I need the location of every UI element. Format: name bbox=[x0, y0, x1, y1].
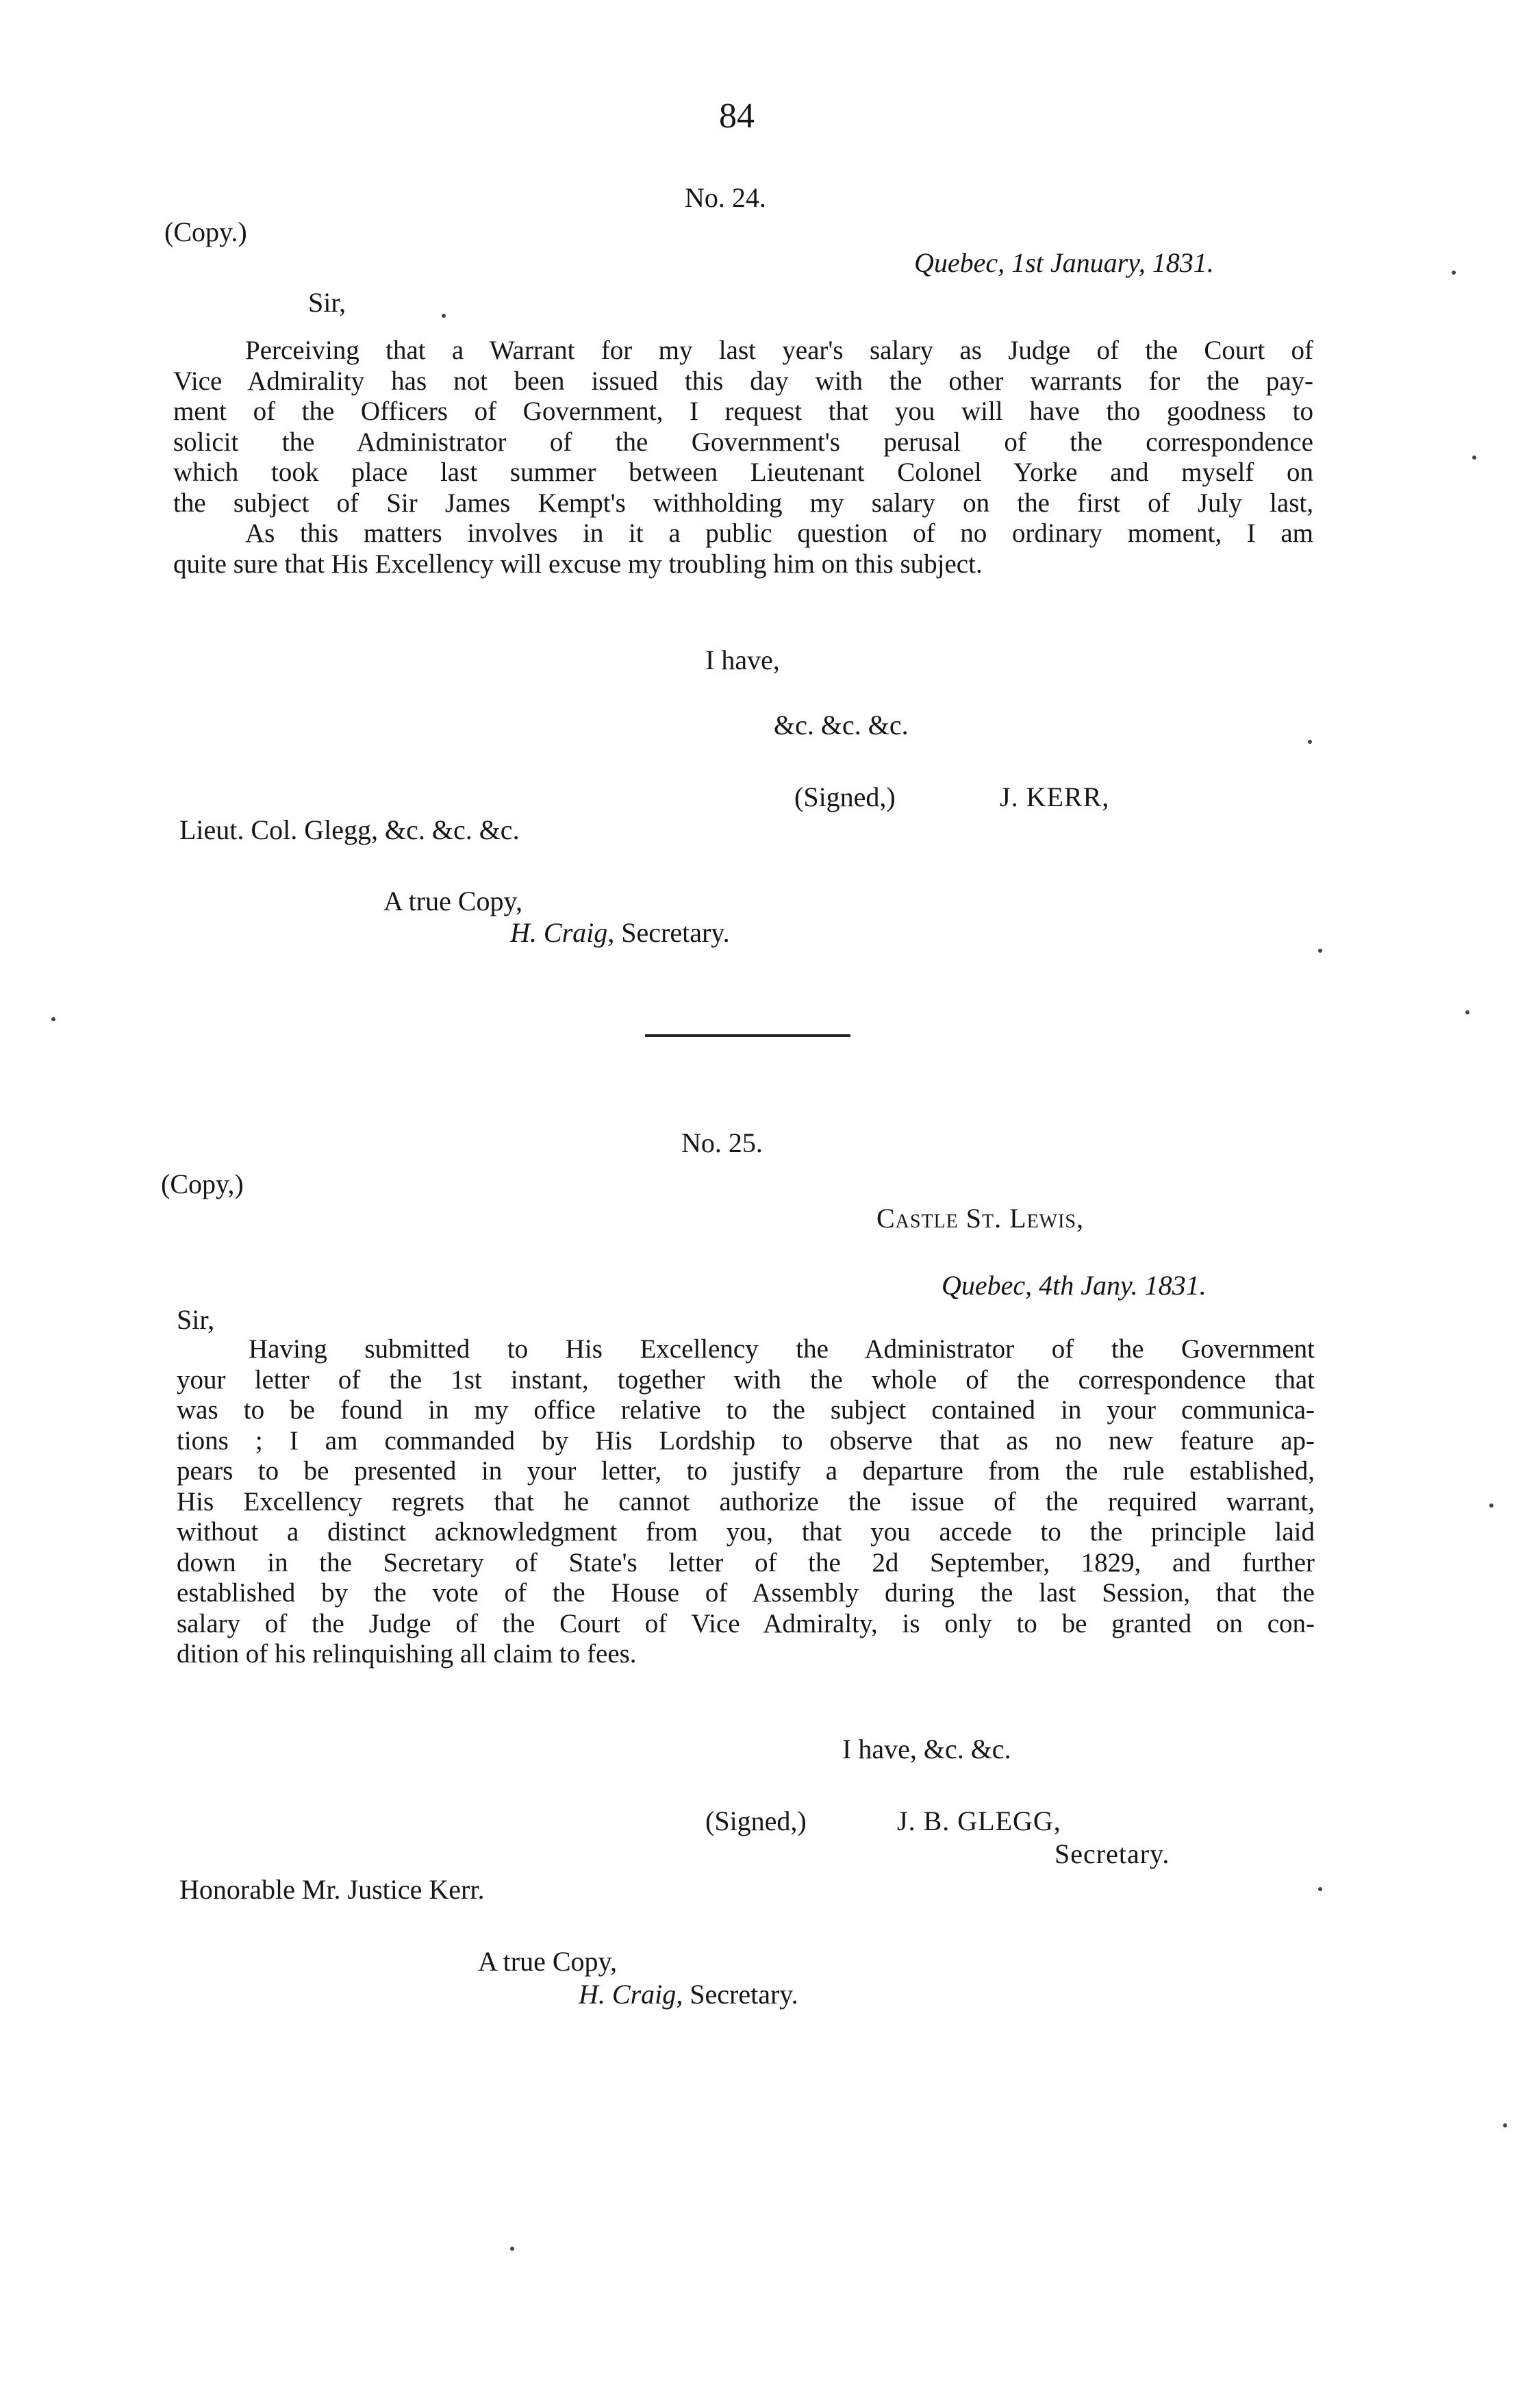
ink-speck bbox=[1503, 2123, 1507, 2127]
body-line: was to be found in my office relative to the subject contained in your communica- bbox=[177, 1395, 1315, 1425]
dateline-place: Quebec, bbox=[914, 247, 1005, 278]
ink-speck bbox=[1318, 949, 1322, 953]
body-line: salary of the Judge of the Court of Vice Admiralty, is only to be granted on con- bbox=[177, 1608, 1315, 1638]
addressee: Honorable Mr. Justice Kerr. bbox=[179, 1874, 485, 1905]
body-line: As this matters involves in it a public question of no ordinary moment, I am bbox=[245, 519, 1313, 548]
letter-body bbox=[173, 336, 1313, 579]
dateline-place: Quebec, bbox=[942, 1270, 1033, 1301]
salutation: Sir, bbox=[177, 1304, 215, 1335]
letter-body bbox=[177, 1334, 1315, 1670]
copy-attestation bbox=[579, 1978, 798, 2010]
body-line: established by the vote of the House of Assembly during the last Session, that the bbox=[177, 1578, 1315, 1608]
body-line: Perceiving that a Warrant for my last year's salary as Judge of the Court of bbox=[245, 336, 1313, 365]
body-line: His Excellency regrets that he cannot authorize the issue of the required warrant, bbox=[177, 1486, 1315, 1516]
ink-speck bbox=[1465, 1010, 1469, 1014]
true-copy-label: A true Copy, bbox=[478, 1946, 617, 1977]
body-line: dition of his relinquishing all claim to fees. bbox=[177, 1639, 637, 1669]
letter-number: No. 25. bbox=[681, 1127, 763, 1158]
signer-title: Secretary. bbox=[1055, 1838, 1170, 1869]
copy-label: (Copy,) bbox=[161, 1169, 244, 1199]
body-line: Vice Admirality has not been issued this day with the other warrants for the pay- bbox=[173, 366, 1313, 396]
closing: I have, &c. &c. bbox=[842, 1734, 1011, 1764]
ink-speck bbox=[510, 2247, 514, 2251]
copy-signer-title: Secretary. bbox=[690, 1979, 798, 2010]
copy-label: (Copy.) bbox=[164, 216, 247, 247]
signer-name: J. KERR, bbox=[1000, 782, 1110, 812]
body-line: pears to be presented in your letter, to justify a departure from the rule established, bbox=[177, 1456, 1315, 1486]
copy-attestation bbox=[510, 916, 730, 949]
closing: I have, bbox=[705, 645, 780, 675]
page-number: 84 bbox=[719, 97, 755, 136]
signed-label: (Signed,) bbox=[794, 782, 896, 812]
copy-signer: H. Craig, bbox=[579, 1979, 683, 2010]
body-line: solicit the Administrator of the Government's perusal of the correspondence bbox=[173, 427, 1313, 457]
section-divider bbox=[645, 1034, 850, 1037]
copy-signer-title: Secretary. bbox=[621, 917, 730, 948]
body-line: which took place last summer between Lieutenant Colonel Yorke and myself on bbox=[173, 458, 1313, 487]
body-line: tions ; I am commanded by His Lordship to observe that as no new feature ap- bbox=[177, 1425, 1315, 1456]
ink-speck bbox=[442, 314, 446, 318]
body-line: your letter of the 1st instant, together with the whole of the correspondence that bbox=[177, 1364, 1315, 1395]
dateline-date: 4th Jany. 1831. bbox=[1039, 1270, 1207, 1301]
body-line: the subject of Sir James Kempt's withholding my salary on the first of July last, bbox=[173, 488, 1313, 518]
body-line: Having submitted to His Excellency the Administrator of the Government bbox=[249, 1334, 1315, 1364]
ink-speck bbox=[1452, 271, 1456, 275]
body-line: ment of the Officers of Government, I request that you will have tho goodness to bbox=[173, 397, 1313, 426]
location-line: Castle St. Lewis, bbox=[876, 1203, 1084, 1234]
dateline-date: 1st January, 1831. bbox=[1011, 247, 1214, 278]
salutation: Sir, bbox=[308, 287, 346, 318]
body-line: quite sure that His Excellency will excuse my troubling him on this subject. bbox=[173, 549, 983, 579]
copy-signer: H. Craig, bbox=[510, 917, 615, 948]
ink-speck bbox=[1489, 1503, 1493, 1508]
ink-speck bbox=[1472, 455, 1476, 460]
dateline bbox=[942, 1269, 1207, 1301]
dateline bbox=[914, 247, 1214, 279]
true-copy-label: A true Copy, bbox=[383, 886, 522, 916]
signer-name: J. B. GLEGG, bbox=[897, 1806, 1061, 1836]
letter-number: No. 24. bbox=[685, 182, 766, 213]
ink-speck bbox=[1308, 740, 1312, 744]
ink-speck bbox=[51, 1017, 55, 1021]
body-line: without a distinct acknowledgment from you, that you accede to the principle laid bbox=[177, 1517, 1315, 1547]
addressee: Lieut. Col. Glegg, &c. &c. &c. bbox=[179, 814, 520, 845]
signed-label: (Signed,) bbox=[705, 1806, 807, 1836]
ink-speck bbox=[1318, 1887, 1322, 1891]
closing-etc: &c. &c. &c. bbox=[774, 710, 909, 740]
body-line: down in the Secretary of State's letter of the 2d September, 1829, and further bbox=[177, 1547, 1315, 1577]
